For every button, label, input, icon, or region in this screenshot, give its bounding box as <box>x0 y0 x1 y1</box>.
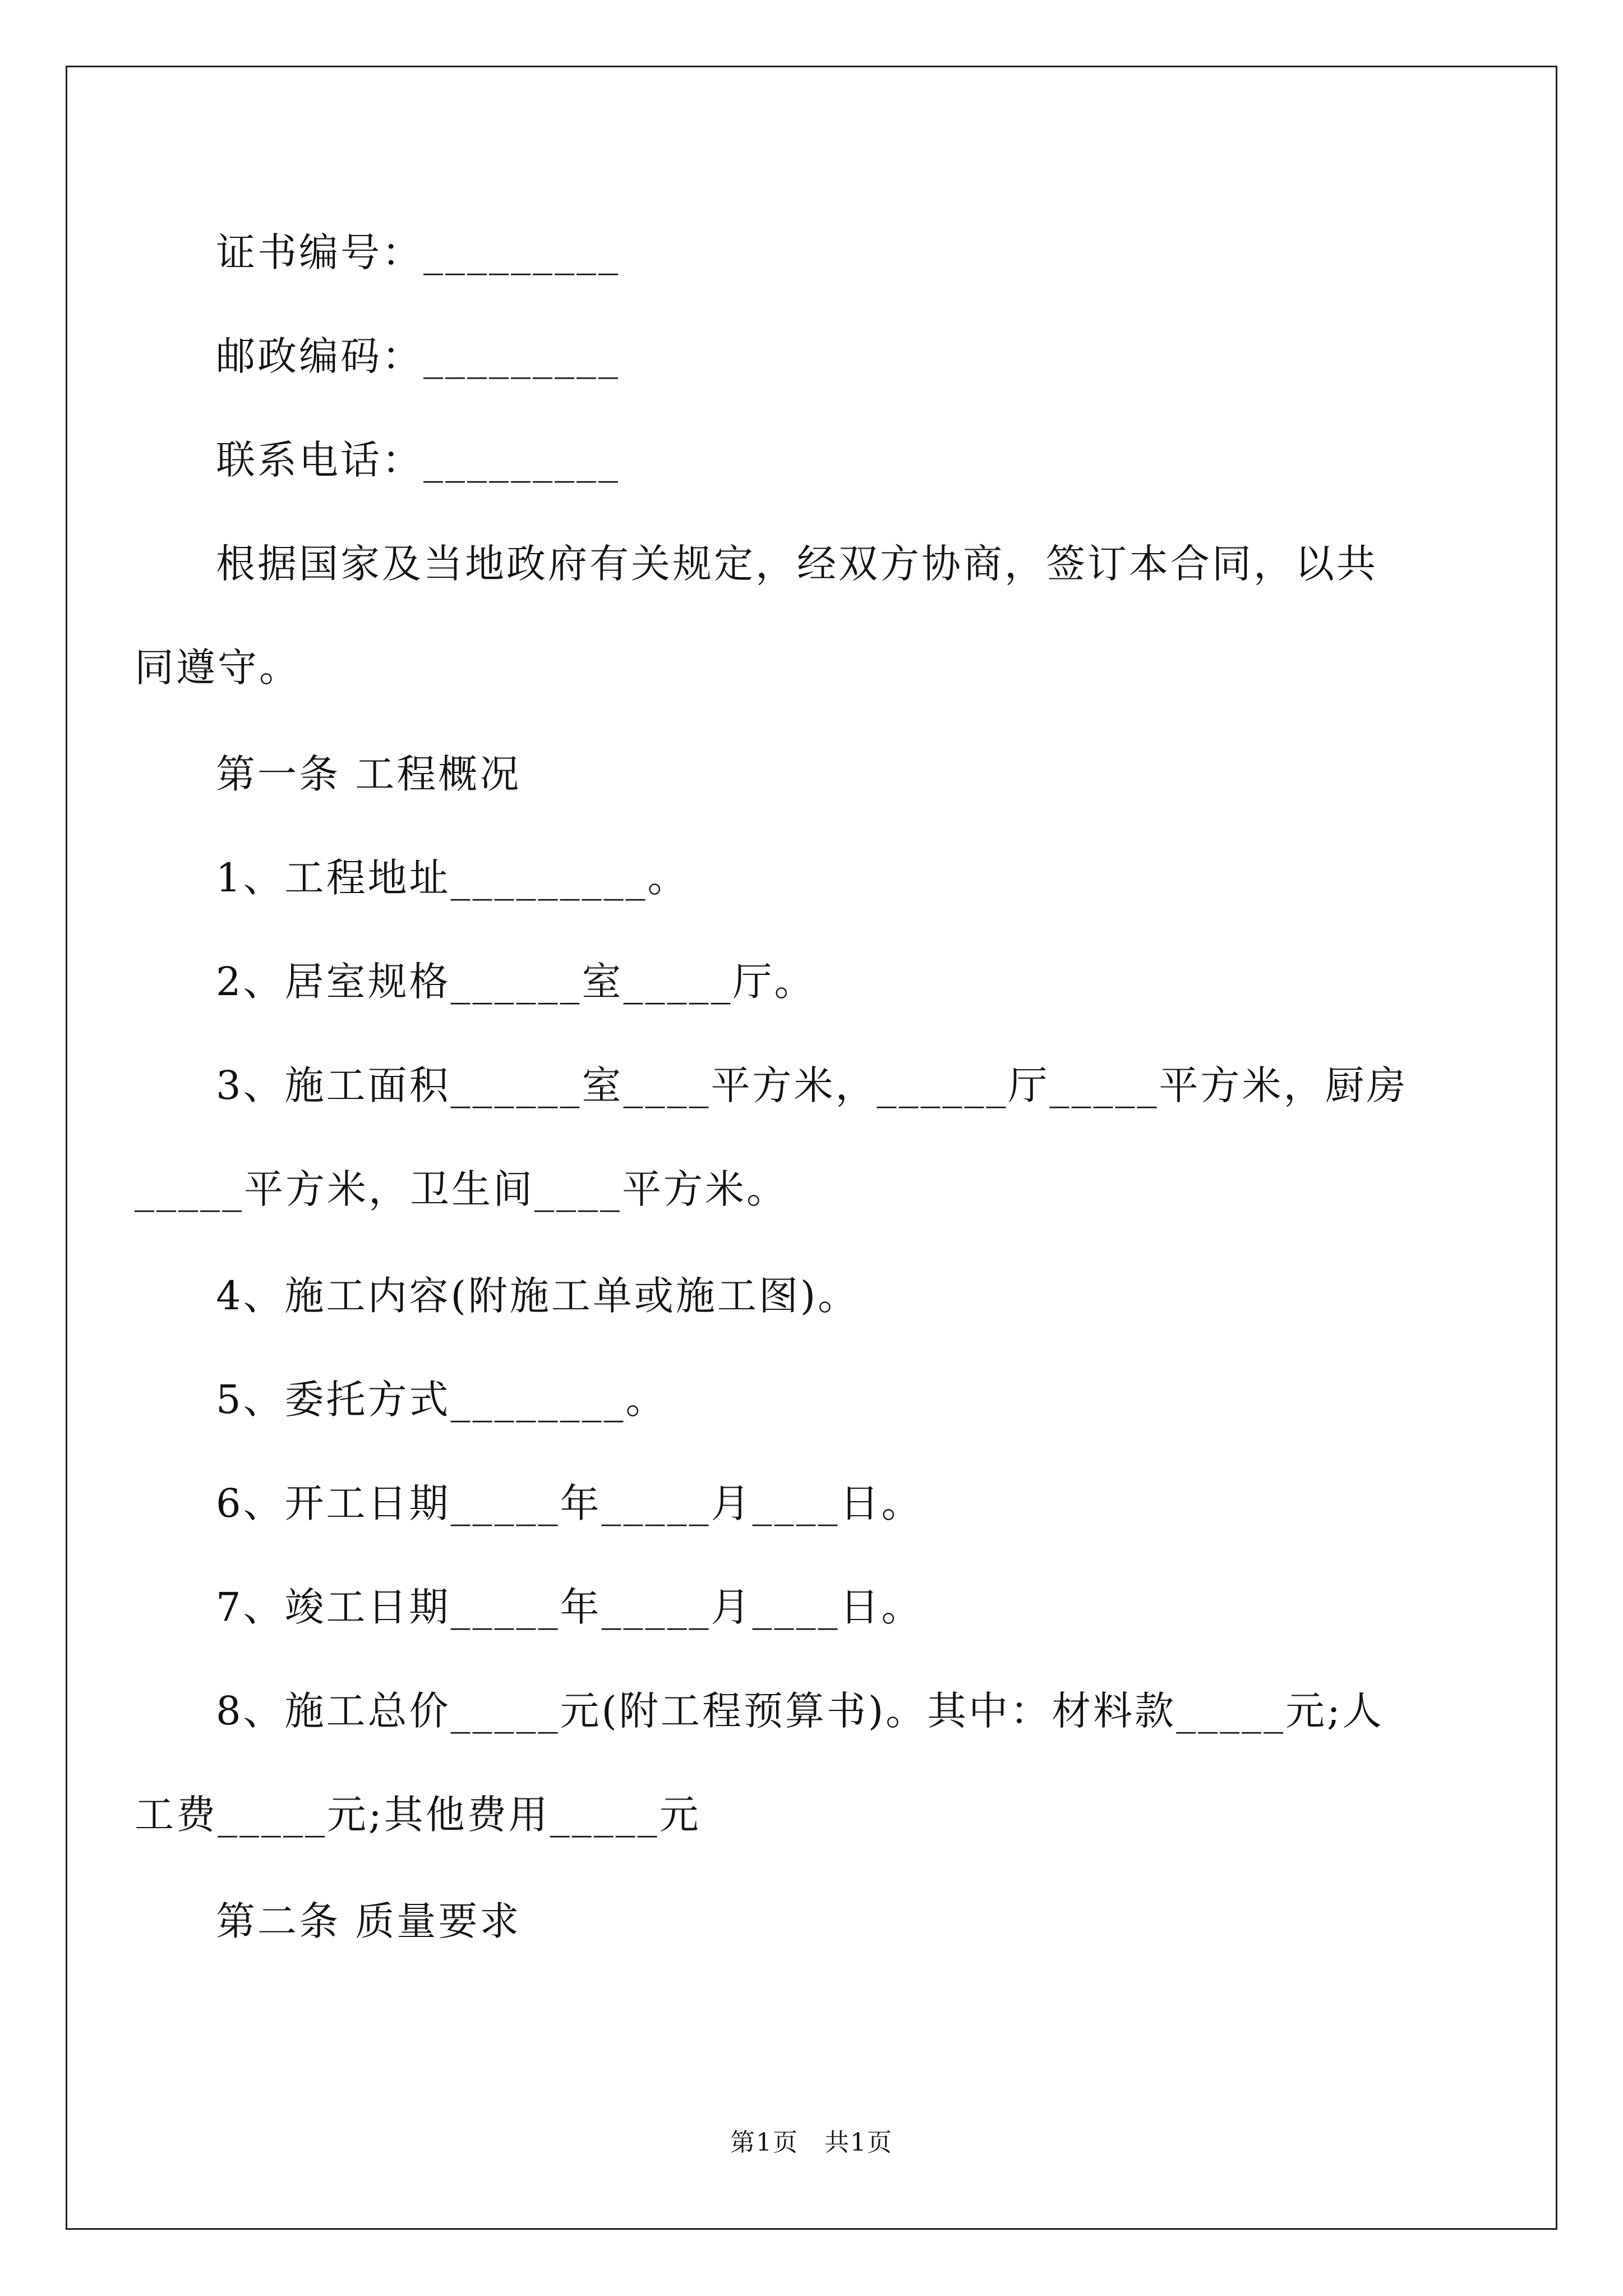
item-total-price-line-2: 工费_____元;其他费用_____元 <box>135 1792 701 1838</box>
item-construction-area-line-1: 3、施工面积______室____平方米，______厅_____平方米，厨房 <box>216 1062 1408 1108</box>
item-start-date: 6、开工日期_____年_____月____日。 <box>216 1480 923 1526</box>
phone-line: 联系电话：_________ <box>216 437 620 483</box>
item-room-layout: 2、居室规格______室_____厅。 <box>216 959 816 1005</box>
item-commission-method: 5、委托方式________。 <box>216 1377 667 1423</box>
page-number-footer: 第1页 共1页 <box>730 2128 893 2157</box>
item-completion-date: 7、竣工日期_____年_____月____日。 <box>216 1584 923 1630</box>
postal-code-line: 邮政编码：_________ <box>216 333 620 379</box>
intro-paragraph-line-1: 根据国家及当地政府有关规定，经双方协商，签订本合同，以共 <box>216 541 1378 587</box>
item-construction-area-line-2: _____平方米，卫生间____平方米。 <box>135 1166 788 1212</box>
article-one-heading: 第一条 工程概况 <box>216 751 522 797</box>
item-project-address: 1、工程地址_________。 <box>216 855 689 901</box>
intro-paragraph-line-2: 同遵守。 <box>135 645 301 691</box>
article-two-heading: 第二条 质量要求 <box>216 1898 522 1944</box>
item-total-price-line-1: 8、施工总价_____元(附工程预算书)。其中：材料款_____元;人 <box>216 1688 1384 1734</box>
item-construction-content: 4、施工内容(附施工单或施工图)。 <box>216 1273 860 1319</box>
certificate-number-line: 证书编号：_________ <box>216 229 620 275</box>
